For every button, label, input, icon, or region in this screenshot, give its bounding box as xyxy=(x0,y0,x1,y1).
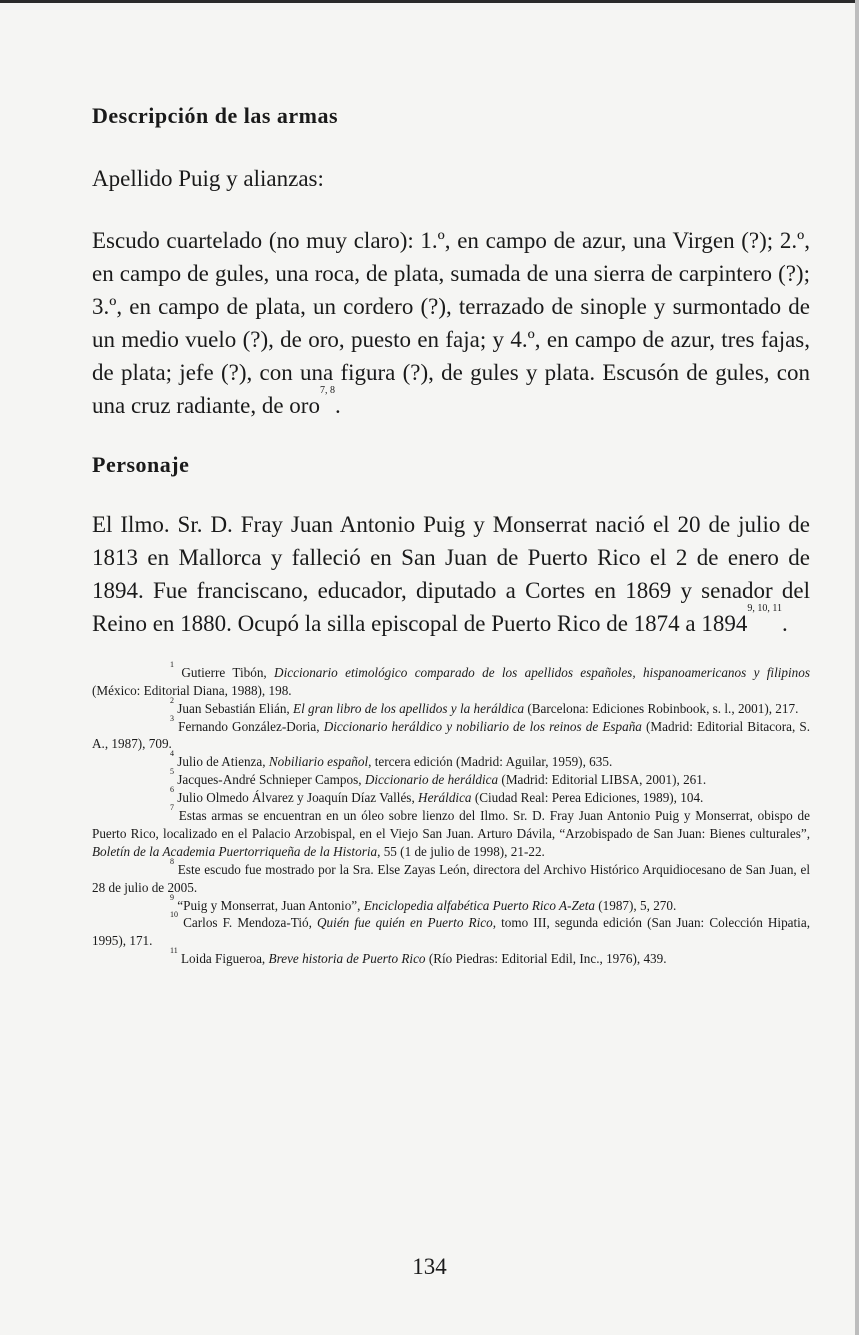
footnote-ref: 7, 8 xyxy=(319,385,335,397)
footnote: $^7$ Estas armas se encuentran en un óleo sobre lienzo del Ilmo. Sr. D. Fray Juan Antonio Puig y Monserrat, obispo de Puerto Rico, localizado en el Palacio Arzobispal, en el Viejo San Juan. Arturo Dávila, “Arzobispado de San Juan: Bienes culturales”, Boletín de la Academia Puertorriqueña de la Historia, 55 (1 de julio de 1998), 21-22. xyxy=(92,803,811,859)
footnote: $^{10}$ Carlos F. Mendoza-Tió, Quién fue quién en Puerto Rico, tomo III, segunda edición (San Juan: Colección Hipatia, 1995), 171. xyxy=(92,910,810,949)
footnote: $^9$ “Puig y Monserrat, Juan Antonio”, Enciclopedia alfabética Puerto Rico A-Zeta (1987), 5, 270. xyxy=(170,892,677,913)
section-heading-armas: Descripción de las armas xyxy=(92,103,339,128)
page-content xyxy=(92,103,810,968)
footnote: $^{11}$ Loida Figueroa, Breve historia de Puerto Rico (Río Piedras: Editorial Edil, Inc., 1976), 439. xyxy=(170,946,667,967)
footnote: $^2$ Juan Sebastián Elián, El gran libro de los apellidos y la heráldica (Barcelona: Ediciones Robinbook, s. l., 2001), 217. xyxy=(170,695,799,716)
footnote: $^1$ Gutierre Tibón, Diccionario etimológico comparado de los apellidos españoles, hispanoamericanos y filipinos (México: Editorial Diana, 1988), 198. xyxy=(92,659,810,698)
intro-line: Apellido Puig y alianzas: xyxy=(92,166,324,192)
character-text: El Ilmo. Sr. D. Fray Juan Antonio Puig y Monserrat nació el 20 de julio de 1813 en Mallorca y falleció en San Juan de Puerto Rico el 2 de enero de 1894. Fue franciscano, educador, diputado a Cortes en 1869 y senador del Reino en 1880. Ocupó la silla episcopal de Puerto Rico de 1874 a 1894 xyxy=(92,511,810,636)
footnote: $^8$ Este escudo fue mostrado por la Sra. Else Zayas León, directora del Archivo Histórico Arquidiocesano de San Juan, el 28 de julio de 2005. xyxy=(92,856,810,895)
footnote: $^5$ Jacques-André Schnieper Campos, Diccionario de heráldica (Madrid: Editorial LIBSA, 2001), 261. xyxy=(170,767,707,788)
footnotes xyxy=(92,659,811,968)
section-heading-personaje: Personaje xyxy=(92,452,190,478)
footnote-ref: 9, 10, 11 xyxy=(747,602,783,614)
character-description: El Ilmo. Sr. D. Fray Juan Antonio Puig y Monserrat nació el 20 de julio de 1813 en Mallorca y falleció en San Juan de Puerto Rico el 2 de enero de 1894. Fue franciscano, educador, diputado a Cortes en 1869 y senador del Reino en 1880. Ocupó la silla episcopal de Puerto Rico de 1874 a 1894$^{9, 10, 11}$. xyxy=(92,511,810,636)
footnote: $^3$ Fernando González-Doria, Diccionario heráldico y nobiliario de los reinos de España (Madrid: Editorial Bitacora, S. A., 1987), 709. xyxy=(92,713,810,752)
page-edge xyxy=(855,0,859,1335)
page-number: 134 xyxy=(412,1254,447,1279)
footnote: $^6$ Julio Olmedo Álvarez y Joaquín Díaz Vallés, Heráldica (Ciudad Real: Perea Ediciones, 1989), 104. xyxy=(170,785,704,806)
footnote: $^4$ Julio de Atienza, Nobiliario español, tercera edición (Madrid: Aguilar, 1959), 635. xyxy=(170,749,613,770)
arms-description: Escudo cuartelado (no muy claro): 1.º, en campo de azur, una Virgen (?); 2.º, en campo de gules, una roca, de plata, sumada de una sierra de carpintero (?); 3.º, en campo de plata, un cordero (?), terrazado de sinople y surmontado de un medio vuelo (?), de oro, puesto en faja; y 4.º, en campo de azur, tres fajas, de plata; jefe (?), con una figura (?), de gules y plata. Escusón de gules, con una cruz radiante, de oro$^{7, 8}$. xyxy=(92,228,810,419)
top-rule xyxy=(0,0,859,3)
arms-text: Escudo cuartelado (no muy claro): 1.º, en campo de azur, una Virgen (?); 2.º, en campo de gules, una roca, de plata, sumada de una sierra de carpintero (?); 3.º, en campo de plata, un cordero (?), terrazado de sinople y surmontado de un medio vuelo (?), de oro, puesto en faja; y 4.º, en campo de azur, tres fajas, de plata; jefe (?), con una figura (?), de gules y plata. Escusón de gules, con una cruz radiante, de oro xyxy=(92,228,810,419)
